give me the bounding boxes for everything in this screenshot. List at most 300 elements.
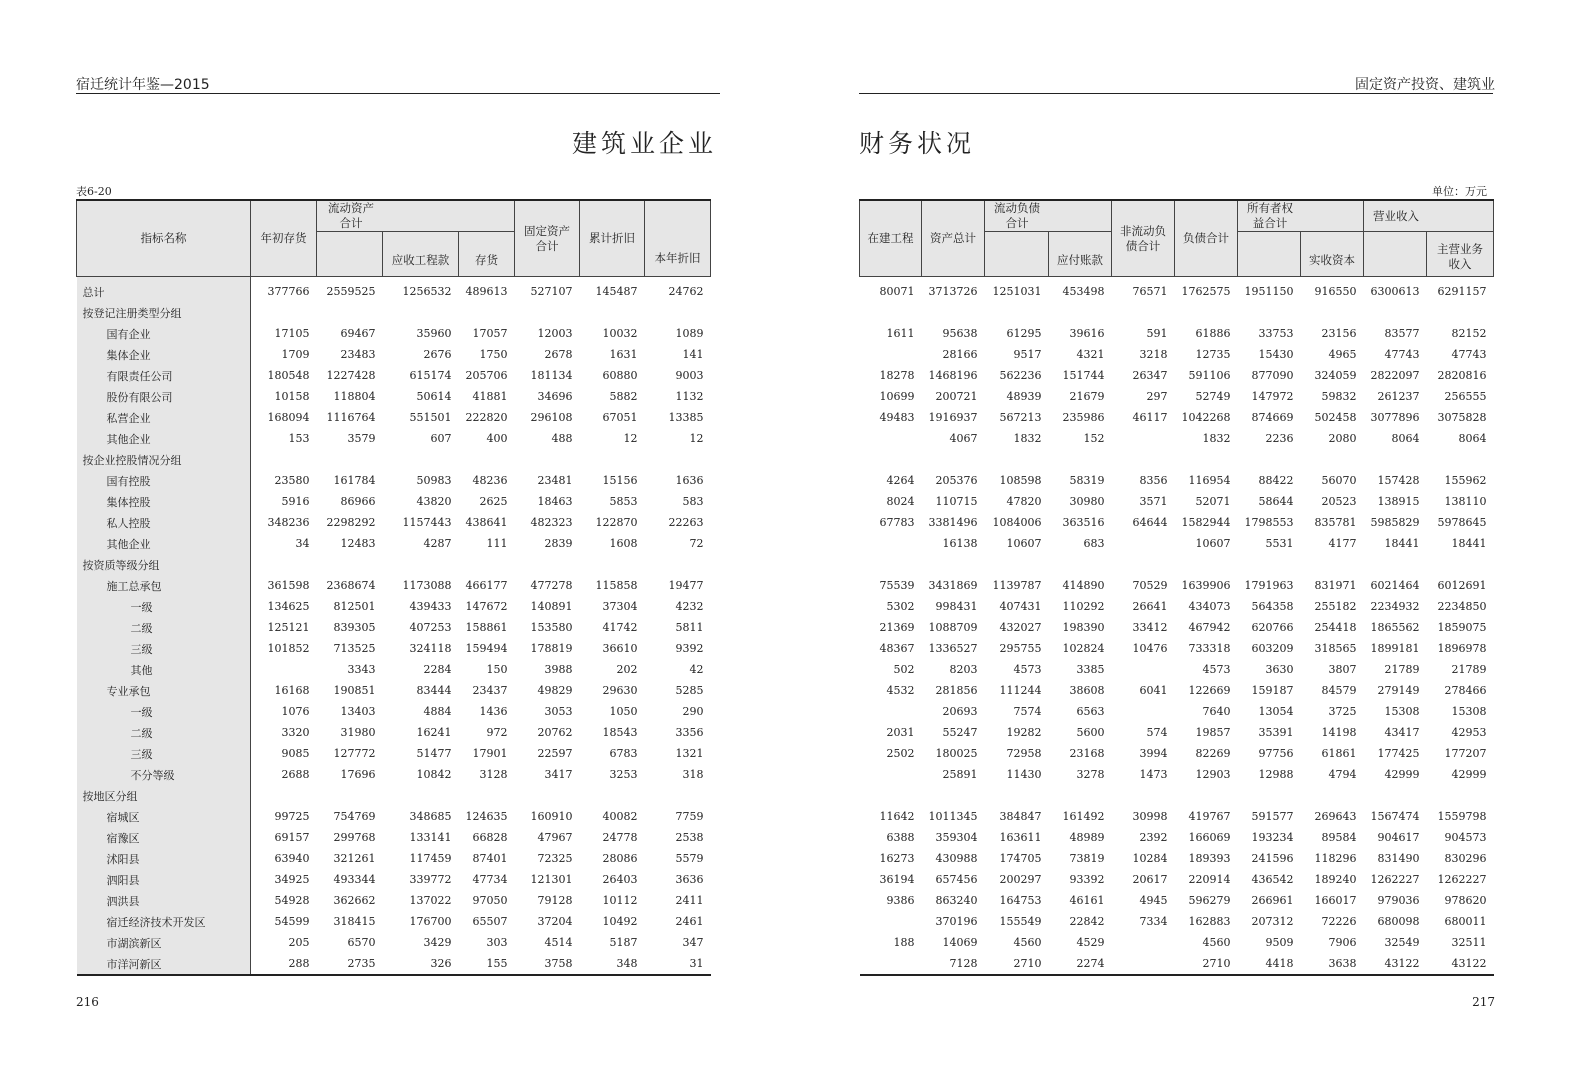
table-cell	[985, 554, 1049, 575]
table-cell: 493344	[333, 873, 376, 886]
table-cell: 591106	[1188, 369, 1231, 382]
table-cell	[251, 785, 317, 806]
table-cell: 22263	[668, 516, 704, 529]
table-cell: 23483	[340, 348, 376, 361]
table-cell: 255182	[1314, 600, 1357, 613]
table-cell: 17696	[340, 768, 376, 781]
table-cell: 3988	[544, 663, 573, 676]
table-cell: 288	[288, 957, 310, 970]
table-cell: 97756	[1258, 747, 1294, 760]
table-cell: 93392	[1069, 873, 1105, 886]
table-cell: 1116764	[326, 411, 376, 424]
table-cell: 28086	[602, 852, 638, 865]
table-cell: 174705	[999, 852, 1042, 865]
table-cell: 3725	[1328, 705, 1357, 718]
table-cell: 2538	[675, 831, 704, 844]
table-cell: 2411	[675, 894, 704, 907]
table-cell: 63940	[274, 852, 310, 865]
table-cell: 55247	[942, 726, 978, 739]
table-cell	[580, 554, 645, 575]
table-cell: 4945	[1139, 894, 1168, 907]
table-cell: 2234850	[1437, 600, 1487, 613]
col-header-current-liab: 流动负债合计	[985, 200, 1112, 232]
table-cell: 489613	[459, 277, 515, 303]
table-cell	[1364, 449, 1427, 470]
table-cell: 359304	[935, 831, 978, 844]
table-cell: 116954	[1188, 474, 1231, 487]
table-cell: 153	[288, 432, 310, 445]
table-cell: 11430	[1006, 768, 1042, 781]
table-cell: 3356	[675, 726, 704, 739]
table-cell: 48367	[879, 642, 915, 655]
table-cell: 18441	[1384, 537, 1420, 550]
table-cell: 5811	[675, 621, 704, 634]
table-cell: 52749	[1195, 390, 1231, 403]
table-cell: 8356	[1139, 474, 1168, 487]
table-cell	[580, 785, 645, 806]
table-row	[77, 386, 711, 407]
table-cell: 67051	[602, 411, 638, 424]
table-cell: 6300613	[1364, 277, 1427, 303]
row-label: 其他企业	[77, 428, 251, 449]
table-cell: 181134	[530, 369, 573, 382]
table-cell	[985, 785, 1049, 806]
table-cell: 1256532	[383, 277, 459, 303]
table-cell: 46117	[1132, 411, 1168, 424]
table-row	[860, 680, 1494, 701]
table-cell: 812501	[333, 600, 376, 613]
table-cell	[515, 449, 580, 470]
col-header-total-liab: 负债合计	[1175, 200, 1238, 277]
table-cell	[1112, 659, 1175, 680]
col-header-accum-depr: 累计折旧	[580, 200, 645, 277]
table-cell: 3630	[1265, 663, 1294, 676]
table-cell: 124635	[465, 810, 508, 823]
table-cell	[383, 302, 459, 323]
table-cell	[251, 554, 317, 575]
table-row	[77, 764, 711, 785]
table-cell: 4560	[1202, 936, 1231, 949]
table-cell: 83444	[416, 684, 452, 697]
table-cell: 1951150	[1238, 277, 1301, 303]
table-cell: 414890	[1062, 579, 1105, 592]
table-cell: 166017	[1314, 894, 1357, 907]
table-row	[860, 932, 1494, 953]
table-row	[77, 554, 711, 575]
table-cell: 1636	[675, 474, 704, 487]
table-cell: 4514	[544, 936, 573, 949]
table-cell: 916550	[1301, 277, 1364, 303]
table-row	[860, 911, 1494, 932]
table-cell: 1132	[675, 390, 704, 403]
table-cell: 158861	[465, 621, 508, 634]
table-cell	[1049, 554, 1112, 575]
table-cell: 20762	[537, 726, 573, 739]
table-row	[77, 680, 711, 701]
table-row	[860, 722, 1494, 743]
row-label: 集体企业	[77, 344, 251, 365]
table-cell: 72226	[1321, 915, 1357, 928]
table-cell: 2559525	[317, 277, 383, 303]
table-cell: 12988	[1258, 768, 1294, 781]
table-cell: 9517	[1013, 348, 1042, 361]
table-row	[860, 785, 1494, 806]
table-cell: 370196	[935, 915, 978, 928]
table-cell: 3431869	[928, 579, 978, 592]
table-row	[860, 659, 1494, 680]
table-cell	[1112, 953, 1175, 975]
table-cell: 10842	[416, 768, 452, 781]
table-cell	[1175, 449, 1238, 470]
table-cell: 84579	[1321, 684, 1357, 697]
table-cell: 25891	[942, 768, 978, 781]
table-cell: 680098	[1377, 915, 1420, 928]
row-label: 私人控股	[77, 512, 251, 533]
table-row	[860, 512, 1494, 533]
table-cell: 2625	[479, 495, 508, 508]
table-cell	[580, 449, 645, 470]
col-header-paid-capital: 实收资本	[1301, 232, 1364, 277]
table-cell: 318565	[1314, 642, 1357, 655]
table-cell: 54599	[274, 915, 310, 928]
table-cell: 3429	[423, 936, 452, 949]
col-header-year-depr: 本年折旧	[645, 200, 711, 277]
table-cell: 200721	[935, 390, 978, 403]
table-cell: 23168	[1069, 747, 1105, 760]
row-label: 其他	[77, 659, 251, 680]
table-cell	[1427, 449, 1494, 470]
table-cell: 166069	[1188, 831, 1231, 844]
table-cell	[1364, 302, 1427, 323]
table-cell	[985, 449, 1049, 470]
table-cell: 3343	[347, 663, 376, 676]
table-cell: 26347	[1132, 369, 1168, 382]
page-number-right: 217	[1472, 995, 1495, 1009]
table-cell: 324059	[1314, 369, 1357, 382]
table-cell: 419767	[1188, 810, 1231, 823]
table-cell: 5187	[609, 936, 638, 949]
table-cell: 4529	[1076, 936, 1105, 949]
table-cell	[860, 764, 922, 785]
table-row	[77, 743, 711, 764]
col-header-inventory: 存货	[459, 232, 515, 277]
table-cell: 54928	[274, 894, 310, 907]
table-cell: 607	[430, 432, 452, 445]
table-cell: 34	[295, 537, 310, 550]
table-cell: 407253	[409, 621, 452, 634]
table-cell	[383, 554, 459, 575]
table-cell: 1336527	[928, 642, 978, 655]
table-cell: 269643	[1314, 810, 1357, 823]
row-label: 按登记注册类型分组	[77, 302, 251, 323]
table-cell: 339772	[409, 873, 452, 886]
table-cell: 235986	[1062, 411, 1105, 424]
table-cell	[1238, 449, 1301, 470]
table-cell: 2822097	[1370, 369, 1420, 382]
table-cell: 159187	[1251, 684, 1294, 697]
table-cell: 407431	[999, 600, 1042, 613]
table-cell: 2031	[886, 726, 915, 739]
table-cell: 348236	[267, 516, 310, 529]
table-cell: 69467	[340, 327, 376, 340]
table-cell: 733318	[1188, 642, 1231, 655]
table-cell: 1832	[1202, 432, 1231, 445]
table-cell	[1301, 554, 1364, 575]
table-cell: 34696	[537, 390, 573, 403]
table-row	[77, 323, 711, 344]
table-cell: 202	[616, 663, 638, 676]
table-cell: 14069	[942, 936, 978, 949]
table-cell: 1750	[479, 348, 508, 361]
table-cell	[383, 449, 459, 470]
table-cell: 377766	[251, 277, 317, 303]
table-cell: 5531	[1265, 537, 1294, 550]
table-row	[860, 491, 1494, 512]
row-label: 市湖滨新区	[77, 932, 251, 953]
table-cell: 43122	[1384, 957, 1420, 970]
table-cell: 1468196	[928, 369, 978, 382]
table-row	[77, 277, 711, 303]
table-cell: 3417	[544, 768, 573, 781]
table-row	[77, 848, 711, 869]
table-cell: 1859075	[1437, 621, 1487, 634]
table-row	[77, 827, 711, 848]
table-cell	[860, 302, 922, 323]
row-label: 按企业控股情况分组	[77, 449, 251, 470]
table-cell: 122669	[1188, 684, 1231, 697]
table-cell: 384847	[999, 810, 1042, 823]
table-row	[77, 659, 711, 680]
row-label: 股份有限公司	[77, 386, 251, 407]
table-cell: 502	[893, 663, 915, 676]
table-cell: 434073	[1188, 600, 1231, 613]
table-cell: 9003	[675, 369, 704, 382]
table-cell: 2392	[1139, 831, 1168, 844]
table-cell: 70529	[1132, 579, 1168, 592]
table-cell: 4532	[886, 684, 915, 697]
table-cell: 10476	[1132, 642, 1168, 655]
table-cell: 2236	[1265, 432, 1294, 445]
table-cell: 35391	[1258, 726, 1294, 739]
table-cell: 34925	[274, 873, 310, 886]
row-label: 集体控股	[77, 491, 251, 512]
table-cell: 28166	[942, 348, 978, 361]
col-header-current-assets: 流动资产合计	[317, 200, 515, 232]
table-cell: 60880	[602, 369, 638, 382]
table-row	[77, 449, 711, 470]
table-cell: 72325	[537, 852, 573, 865]
table-cell: 1567474	[1370, 810, 1420, 823]
table-cell: 59832	[1321, 390, 1357, 403]
table-cell: 10607	[1006, 537, 1042, 550]
table-cell: 8203	[949, 663, 978, 676]
table-cell: 24778	[602, 831, 638, 844]
table-row	[860, 701, 1494, 722]
table-cell: 1916937	[928, 411, 978, 424]
table-cell: 37304	[602, 600, 638, 613]
table-cell: 48236	[472, 474, 508, 487]
table-cell: 615174	[409, 369, 452, 382]
table-cell	[860, 911, 922, 932]
table-cell: 3077896	[1370, 411, 1420, 424]
table-row	[77, 785, 711, 806]
table-cell: 117459	[409, 852, 452, 865]
table-cell: 115858	[595, 579, 638, 592]
table-cell	[860, 533, 922, 554]
table-cell: 7906	[1328, 936, 1357, 949]
table-row	[77, 701, 711, 722]
table-cell: 147672	[465, 600, 508, 613]
table-row	[860, 277, 1494, 303]
table-cell: 4287	[423, 537, 452, 550]
table-cell: 1251031	[985, 277, 1049, 303]
table-cell: 83577	[1384, 327, 1420, 340]
table-cell: 38608	[1069, 684, 1105, 697]
table-cell: 2284	[423, 663, 452, 676]
table-cell: 61886	[1195, 327, 1231, 340]
table-cell: 76571	[1112, 277, 1175, 303]
table-cell	[1112, 701, 1175, 722]
table-cell	[251, 449, 317, 470]
table-row	[77, 869, 711, 890]
table-cell	[251, 659, 317, 680]
table-cell: 290	[682, 705, 704, 718]
table-cell: 75539	[879, 579, 915, 592]
table-cell: 50614	[416, 390, 452, 403]
table-row	[77, 575, 711, 596]
table-cell: 4232	[675, 600, 704, 613]
table-cell	[1112, 785, 1175, 806]
table-cell: 24762	[645, 277, 711, 303]
table-cell: 3128	[479, 768, 508, 781]
table-cell: 278466	[1444, 684, 1487, 697]
table-cell: 596279	[1188, 894, 1231, 907]
table-cell: 33412	[1132, 621, 1168, 634]
table-row	[860, 386, 1494, 407]
table-cell: 16168	[274, 684, 310, 697]
table-cell: 23156	[1321, 327, 1357, 340]
table-cell: 348	[616, 957, 638, 970]
table-cell: 1896978	[1437, 642, 1487, 655]
table-cell: 1559798	[1437, 810, 1487, 823]
table-cell: 111	[486, 537, 508, 550]
table-cell: 1791963	[1244, 579, 1294, 592]
col-header-total-assets: 资产总计	[922, 200, 985, 277]
table-cell: 295755	[999, 642, 1042, 655]
table-cell: 318415	[333, 915, 376, 928]
table-cell: 180548	[267, 369, 310, 382]
table-cell: 95638	[942, 327, 978, 340]
table-cell: 279149	[1377, 684, 1420, 697]
table-cell: 9392	[675, 642, 704, 655]
table-cell: 177425	[1377, 747, 1420, 760]
table-cell: 150	[486, 663, 508, 676]
table-cell: 13403	[340, 705, 376, 718]
table-cell: 205376	[935, 474, 978, 487]
table-cell: 127772	[333, 747, 376, 760]
table-cell: 49829	[537, 684, 573, 697]
table-cell: 41742	[602, 621, 638, 634]
table-cell: 466177	[465, 579, 508, 592]
table-cell: 41881	[472, 390, 508, 403]
table-cell: 979036	[1377, 894, 1420, 907]
table-row	[860, 533, 1494, 554]
table-row	[860, 554, 1494, 575]
row-label: 三级	[77, 743, 251, 764]
page-number-left: 216	[76, 995, 99, 1009]
table-cell: 11642	[879, 810, 915, 823]
table-cell: 67783	[879, 516, 915, 529]
table-cell: 8064	[1391, 432, 1420, 445]
table-cell: 16273	[879, 852, 915, 865]
table-cell: 583	[682, 495, 704, 508]
table-cell: 20617	[1132, 873, 1168, 886]
table-cell: 102824	[1062, 642, 1105, 655]
table-cell: 1321	[675, 747, 704, 760]
table-cell: 12003	[537, 327, 573, 340]
table-cell	[860, 701, 922, 722]
table-cell: 839305	[333, 621, 376, 634]
table-cell: 18463	[537, 495, 573, 508]
table-cell: 1865562	[1370, 621, 1420, 634]
table-cell: 754769	[333, 810, 376, 823]
table-cell: 10284	[1132, 852, 1168, 865]
table-cell: 48939	[1006, 390, 1042, 403]
table-cell: 89584	[1321, 831, 1357, 844]
table-cell: 15308	[1451, 705, 1487, 718]
table-row	[860, 617, 1494, 638]
table-cell	[1238, 554, 1301, 575]
table-cell	[1364, 554, 1427, 575]
table-cell: 168094	[267, 411, 310, 424]
table-cell: 190851	[333, 684, 376, 697]
table-row	[860, 638, 1494, 659]
table-cell: 101852	[267, 642, 310, 655]
table-cell	[459, 449, 515, 470]
table-cell: 1089	[675, 327, 704, 340]
table-cell: 5853	[609, 495, 638, 508]
table-row	[77, 722, 711, 743]
table-cell: 178819	[530, 642, 573, 655]
table-cell: 30980	[1069, 495, 1105, 508]
table-cell: 9085	[281, 747, 310, 760]
table-cell: 972	[486, 726, 508, 739]
table-cell: 10112	[602, 894, 638, 907]
table-row	[77, 344, 711, 365]
table-cell: 58644	[1258, 495, 1294, 508]
table-cell: 6563	[1076, 705, 1105, 718]
table-cell: 137022	[409, 894, 452, 907]
table-cell: 29630	[602, 684, 638, 697]
table-cell: 19857	[1195, 726, 1231, 739]
table-cell: 164753	[999, 894, 1042, 907]
table-row	[860, 806, 1494, 827]
table-cell: 432027	[999, 621, 1042, 634]
table-row	[77, 953, 711, 975]
table-cell: 453498	[1049, 277, 1112, 303]
table-cell: 21789	[1384, 663, 1420, 676]
table-cell: 347	[682, 936, 704, 949]
table-cell: 46161	[1069, 894, 1105, 907]
table-cell: 5600	[1076, 726, 1105, 739]
table-row	[77, 470, 711, 491]
table-cell: 4965	[1328, 348, 1357, 361]
table-cell: 8064	[1458, 432, 1487, 445]
table-cell: 47743	[1384, 348, 1420, 361]
table-cell: 14198	[1321, 726, 1357, 739]
table-cell	[645, 554, 711, 575]
table-cell: 160910	[530, 810, 573, 823]
